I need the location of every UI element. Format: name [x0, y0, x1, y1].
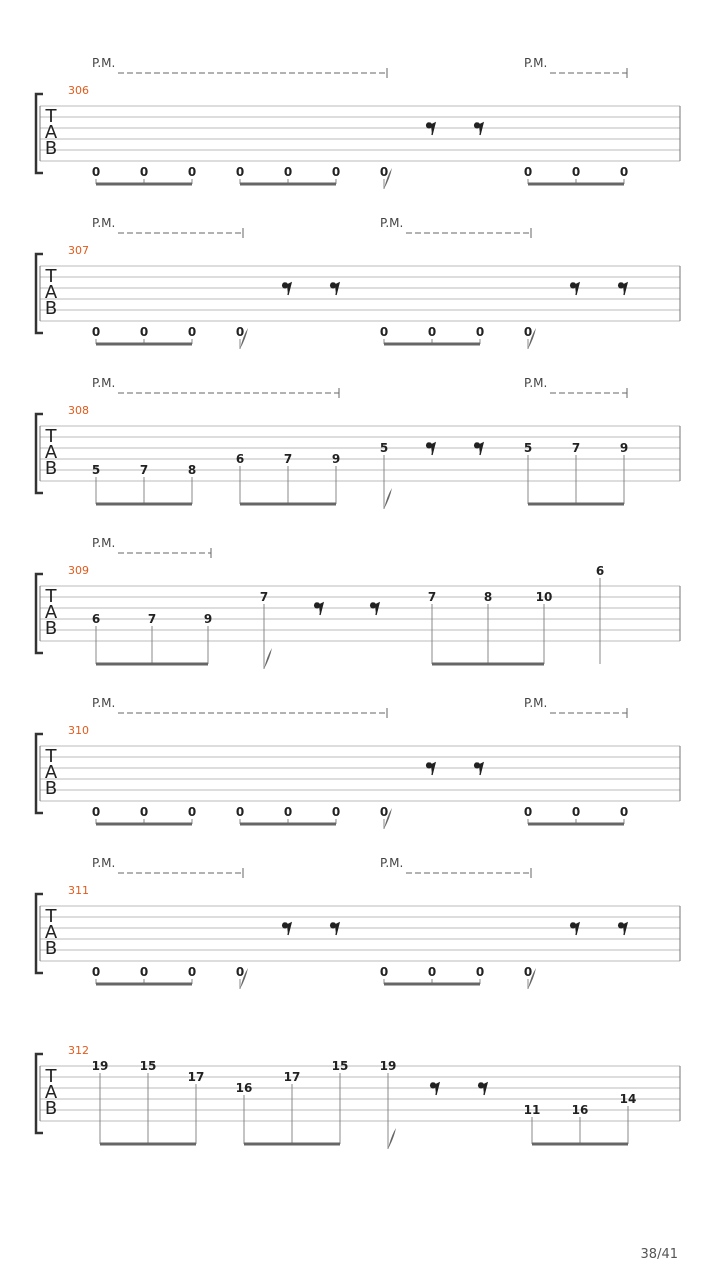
- palm-mute-label: P.M.: [92, 216, 116, 230]
- palm-mute-label: P.M.: [380, 216, 404, 230]
- fret-number: 17: [187, 1070, 205, 1084]
- eighth-rest: [331, 283, 339, 295]
- eighth-rest: [479, 1083, 487, 1095]
- fret-number: 0: [91, 165, 101, 179]
- fret-number: 0: [379, 965, 389, 979]
- fret-number: 10: [535, 590, 553, 604]
- eighth-rest: [427, 443, 435, 455]
- fret-number: 0: [379, 165, 389, 179]
- measure-number: 311: [68, 884, 89, 897]
- fret-number: 5: [379, 441, 389, 455]
- tab-system: [36, 856, 680, 989]
- tab-clef-letter: B: [44, 458, 58, 479]
- tab-system: [36, 696, 680, 829]
- fret-number: 0: [139, 165, 149, 179]
- fret-number: 9: [331, 452, 341, 466]
- eighth-rest: [331, 923, 339, 935]
- eighth-flag: [384, 488, 392, 509]
- measure-number: 312: [68, 1044, 89, 1057]
- fret-number: 7: [427, 590, 437, 604]
- tab-clef-letter: A: [44, 282, 58, 303]
- tab-clef-letter: A: [44, 922, 58, 943]
- eighth-rest: [431, 1083, 439, 1095]
- fret-number: 0: [523, 325, 533, 339]
- palm-mute-label: P.M.: [92, 56, 116, 70]
- tab-clef-letter: A: [44, 1082, 58, 1103]
- fret-number: 0: [91, 805, 101, 819]
- fret-number: 0: [187, 965, 197, 979]
- fret-number: 0: [331, 165, 341, 179]
- tab-clef-letter: T: [45, 1066, 57, 1087]
- eighth-rest: [427, 763, 435, 775]
- fret-number: 0: [139, 325, 149, 339]
- fret-number: 0: [235, 165, 245, 179]
- measure-number: 307: [68, 244, 89, 257]
- page-number: 38/41: [640, 1247, 678, 1262]
- tab-system: [36, 1044, 680, 1149]
- fret-number: 0: [475, 325, 485, 339]
- fret-number: 7: [147, 612, 157, 626]
- fret-number: 0: [571, 805, 581, 819]
- fret-number: 0: [571, 165, 581, 179]
- measure-number: 310: [68, 724, 89, 737]
- eighth-rest: [619, 923, 627, 935]
- eighth-rest: [283, 923, 291, 935]
- fret-number: 0: [523, 165, 533, 179]
- fret-number: 0: [187, 165, 197, 179]
- fret-number: 19: [379, 1059, 397, 1073]
- fret-number: 0: [283, 165, 293, 179]
- eighth-rest: [571, 923, 579, 935]
- tab-clef-letter: T: [45, 426, 57, 447]
- palm-mute-label: P.M.: [92, 536, 116, 550]
- eighth-rest: [475, 123, 483, 135]
- fret-number: 9: [203, 612, 213, 626]
- fret-number: 0: [235, 805, 245, 819]
- fret-number: 0: [91, 965, 101, 979]
- fret-number: 0: [379, 805, 389, 819]
- tab-clef-letter: T: [45, 266, 57, 287]
- tab-clef-letter: A: [44, 602, 58, 623]
- fret-number: 7: [571, 441, 581, 455]
- fret-number: 0: [91, 325, 101, 339]
- eighth-flag: [388, 1128, 396, 1149]
- fret-number: 0: [427, 965, 437, 979]
- palm-mute-label: P.M.: [92, 376, 116, 390]
- fret-number: 15: [139, 1059, 157, 1073]
- tab-clef-letter: T: [45, 746, 57, 767]
- fret-number: 6: [235, 452, 245, 466]
- palm-mute-label: P.M.: [92, 856, 116, 870]
- tab-clef-letter: B: [44, 618, 58, 639]
- fret-number: 0: [331, 805, 341, 819]
- measure-number: 308: [68, 404, 89, 417]
- eighth-rest: [371, 603, 379, 615]
- fret-number: 5: [523, 441, 533, 455]
- fret-number: 16: [235, 1081, 253, 1095]
- tab-clef-letter: B: [44, 1098, 58, 1119]
- fret-number: 19: [91, 1059, 109, 1073]
- fret-number: 0: [139, 805, 149, 819]
- fret-number: 15: [331, 1059, 349, 1073]
- eighth-rest: [283, 283, 291, 295]
- tab-system: [36, 216, 680, 349]
- fret-number: 0: [523, 805, 533, 819]
- fret-number: 6: [91, 612, 101, 626]
- fret-number: 0: [379, 325, 389, 339]
- fret-number: 0: [619, 165, 629, 179]
- tab-clef-letter: T: [45, 586, 57, 607]
- palm-mute-label: P.M.: [524, 696, 548, 710]
- eighth-rest: [475, 763, 483, 775]
- tab-clef-letter: A: [44, 122, 58, 143]
- fret-number: 7: [139, 463, 149, 477]
- fret-number: 11: [523, 1103, 541, 1117]
- tab-system: [36, 536, 680, 669]
- tab-clef-letter: T: [45, 106, 57, 127]
- fret-number: 7: [283, 452, 293, 466]
- eighth-rest: [427, 123, 435, 135]
- measure-number: 306: [68, 84, 89, 97]
- fret-number: 7: [259, 590, 269, 604]
- eighth-flag: [264, 648, 272, 669]
- tab-clef-letter: A: [44, 762, 58, 783]
- fret-number: 0: [187, 805, 197, 819]
- tab-clef-letter: B: [44, 298, 58, 319]
- eighth-rest: [571, 283, 579, 295]
- eighth-rest: [315, 603, 323, 615]
- fret-number: 16: [571, 1103, 589, 1117]
- tab-clef-letter: B: [44, 138, 58, 159]
- tab-clef-letter: B: [44, 938, 58, 959]
- fret-number: 0: [187, 325, 197, 339]
- palm-mute-label: P.M.: [92, 696, 116, 710]
- tab-system: [36, 376, 680, 509]
- fret-number: 0: [235, 325, 245, 339]
- fret-number: 0: [523, 965, 533, 979]
- fret-number: 9: [619, 441, 629, 455]
- measure-number: 309: [68, 564, 89, 577]
- fret-number: 0: [427, 325, 437, 339]
- palm-mute-label: P.M.: [524, 56, 548, 70]
- fret-number: 8: [187, 463, 197, 477]
- tab-clef-letter: T: [45, 906, 57, 927]
- tab-clef-letter: A: [44, 442, 58, 463]
- fret-number: 0: [139, 965, 149, 979]
- fret-number: 0: [475, 965, 485, 979]
- fret-number: 0: [619, 805, 629, 819]
- palm-mute-label: P.M.: [524, 376, 548, 390]
- fret-number: 17: [283, 1070, 301, 1084]
- fret-number: 6: [595, 564, 605, 578]
- eighth-rest: [619, 283, 627, 295]
- tab-clef-letter: B: [44, 778, 58, 799]
- fret-number: 14: [619, 1092, 637, 1106]
- tab-system: [36, 56, 680, 189]
- fret-number: 0: [283, 805, 293, 819]
- fret-number: 8: [483, 590, 493, 604]
- fret-number: 0: [235, 965, 245, 979]
- eighth-rest: [475, 443, 483, 455]
- fret-number: 5: [91, 463, 101, 477]
- palm-mute-label: P.M.: [380, 856, 404, 870]
